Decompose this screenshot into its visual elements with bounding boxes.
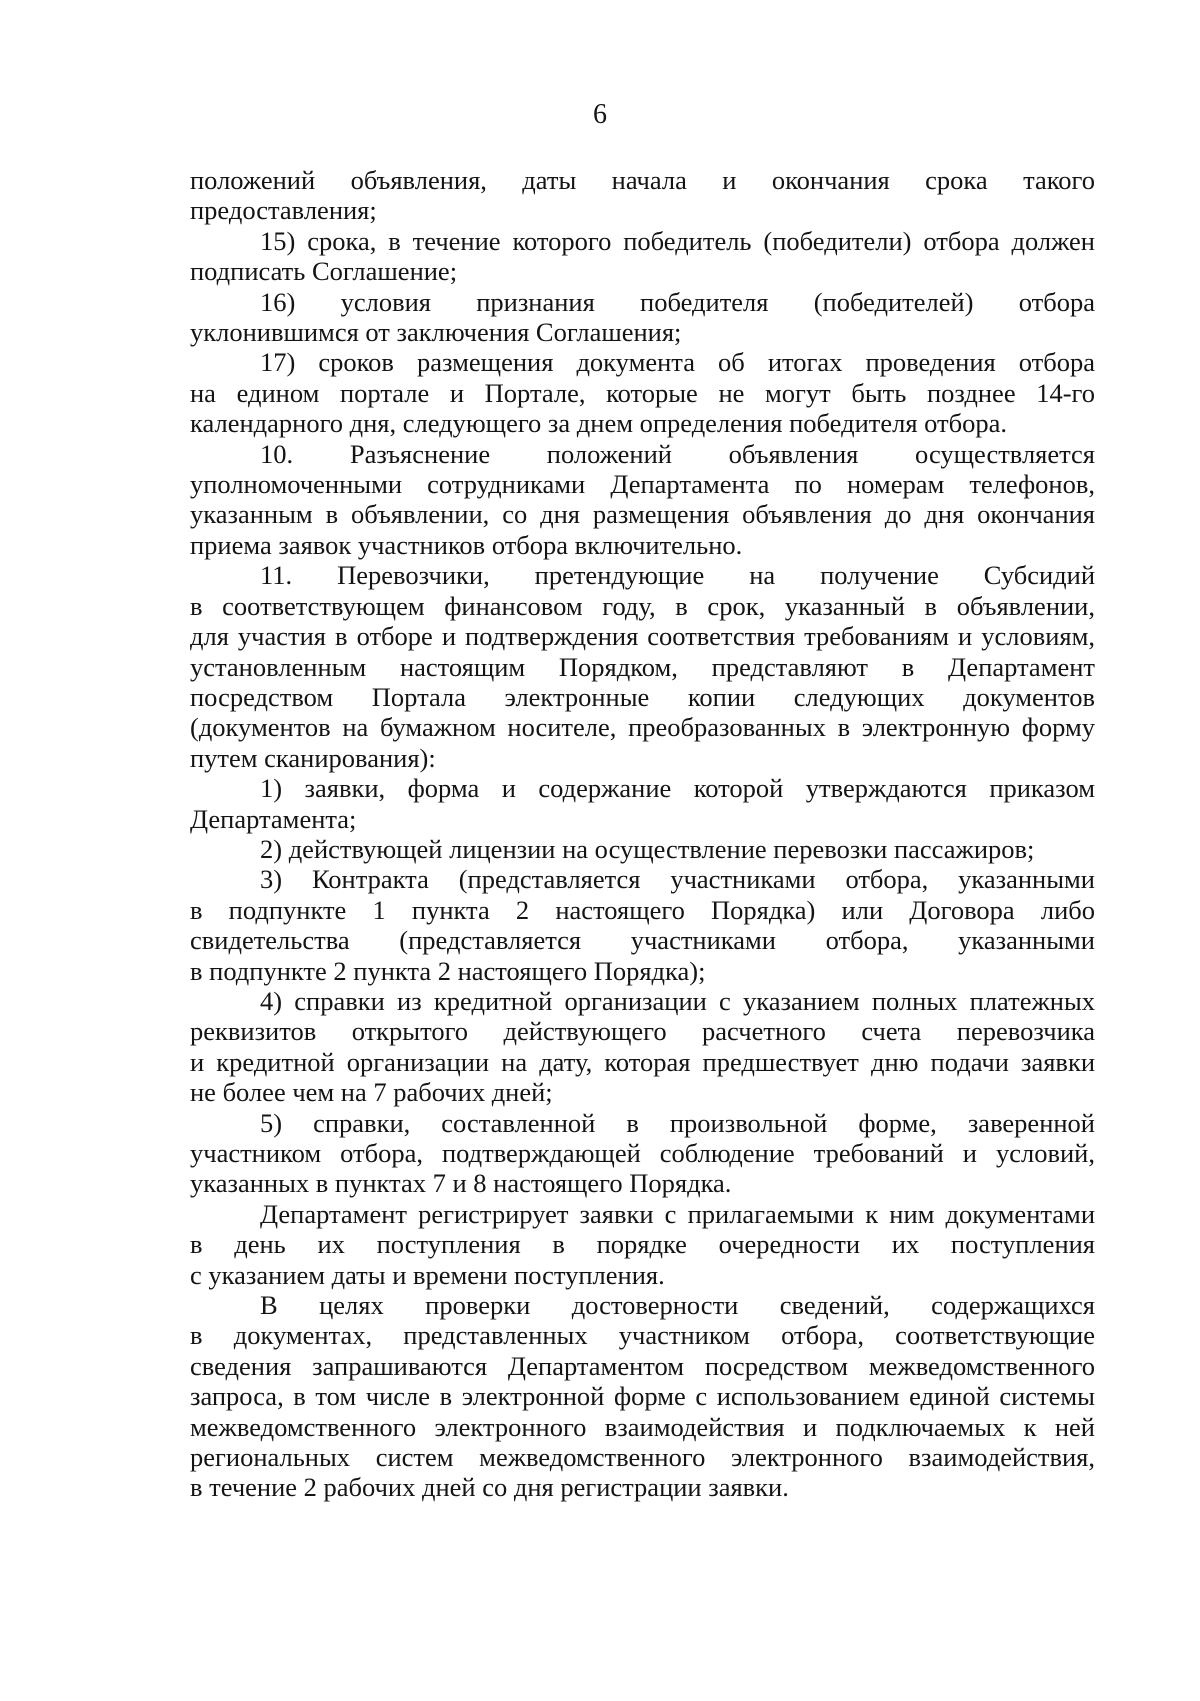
text-line: 10. Разъяснение положений объявления осуществляется — [260, 438, 1095, 469]
paragraph — [190, 1199, 1095, 1290]
text-line: не более чем на 7 рабочих дней; — [190, 1077, 553, 1108]
text-line: межведомственного электронного взаимодействия и подключаемых к ней — [190, 1411, 1095, 1442]
text-line: положений объявления, даты начала и окончания срока такого — [190, 165, 1095, 195]
paragraph — [190, 834, 1095, 864]
text-line: в соответствующем финансовом году, в срок, указанный в объявлении, — [190, 590, 1095, 621]
document-body — [190, 165, 1095, 1503]
paragraph — [190, 347, 1095, 438]
paragraph — [190, 165, 1095, 226]
text-line: свидетельства (представляется участниками отбора, указанными — [190, 925, 1095, 956]
text-line: Департамент регистрирует заявки с прилагаемыми к ним документами — [260, 1198, 1095, 1229]
text-line: 15) срока, в течение которого победитель (победители) отбора должен — [260, 225, 1095, 256]
text-line: уклонившимся от заключения Соглашения; — [190, 317, 682, 348]
text-line: с указанием даты и времени поступления. — [190, 1259, 665, 1290]
paragraph — [190, 864, 1095, 986]
text-line: (документов на бумажном носителе, преобразованных в электронную форму — [190, 712, 1095, 743]
text-line: 2) действующей лицензии на осуществление перевозки пассажиров; — [260, 833, 1035, 864]
text-line: запроса, в том числе в электронной форме с использованием единой системы — [190, 1381, 1095, 1412]
paragraph — [190, 986, 1095, 1108]
text-line: подписать Соглашение; — [190, 256, 458, 287]
paragraph — [190, 287, 1095, 348]
text-line: установленным настоящим Порядком, представляют в Департамент — [190, 651, 1095, 682]
paragraph — [190, 439, 1095, 561]
text-line: в подпункте 2 пункта 2 настоящего Порядка); — [190, 955, 706, 986]
paragraph — [190, 773, 1095, 834]
text-line: указанных в пунктах 7 и 8 настоящего Порядка. — [190, 1168, 732, 1199]
text-line: в день их поступления в порядке очередности их поступления — [190, 1229, 1095, 1260]
paragraph — [190, 560, 1095, 773]
text-line: 16) условия признания победителя (победителей) отбора — [260, 286, 1095, 317]
paragraph — [190, 226, 1095, 287]
text-line: В целях проверки достоверности сведений, содержащихся — [260, 1290, 1095, 1321]
text-line: 11. Перевозчики, претендующие на получение Субсидий — [260, 560, 1095, 591]
paragraph — [190, 1108, 1095, 1199]
text-line: посредством Портала электронные копии следующих документов — [190, 681, 1095, 712]
text-line: указанным в объявлении, со дня размещения объявления до дня окончания — [190, 499, 1095, 530]
text-line: приема заявок участников отбора включительно. — [190, 529, 743, 560]
text-line: реквизитов открытого действующего расчетного счета перевозчика — [190, 1016, 1095, 1047]
text-line: региональных систем межведомственного электронного взаимодействия, — [190, 1442, 1095, 1473]
text-line: путем сканирования): — [190, 742, 436, 773]
text-line: в подпункте 1 пункта 2 настоящего Порядка) или Договора либо — [190, 894, 1095, 925]
text-line: предоставления; — [190, 195, 377, 226]
text-line: Департамента; — [190, 803, 357, 834]
text-line: участником отбора, подтверждающей соблюдение требований и условий, — [190, 1138, 1095, 1168]
text-line: календарного дня, следующего за днем определения победителя отбора. — [190, 408, 1007, 439]
text-line: 3) Контракта (представляется участниками отбора, указанными — [260, 864, 1095, 895]
text-line: 5) справки, составленной в произвольной форме, заверенной — [260, 1107, 1095, 1138]
text-line: сведения запрашиваются Департаментом посредством межведомственного — [190, 1350, 1095, 1381]
page-number: 6 — [593, 99, 607, 130]
text-line: и кредитной организации на дату, которая предшествует дню подачи заявки — [190, 1046, 1095, 1077]
text-line: на едином портале и Портале, которые не могут быть позднее 14-го — [190, 377, 1095, 408]
text-line: для участия в отборе и подтверждения соответствия требованиям и условиям, — [190, 621, 1095, 652]
text-line: 1) заявки, форма и содержание которой утверждаются приказом — [260, 773, 1095, 804]
text-line: в документах, представленных участником отбора, соответствующие — [190, 1320, 1095, 1351]
text-line: уполномоченными сотрудниками Департамента по номерам телефонов, — [190, 469, 1095, 500]
paragraph — [190, 1290, 1095, 1503]
text-line: в течение 2 рабочих дней со дня регистрации заявки. — [190, 1472, 789, 1503]
text-line: 17) сроков размещения документа об итогах проведения отбора — [260, 347, 1095, 378]
text-line: 4) справки из кредитной организации с указанием полных платежных — [260, 985, 1095, 1016]
